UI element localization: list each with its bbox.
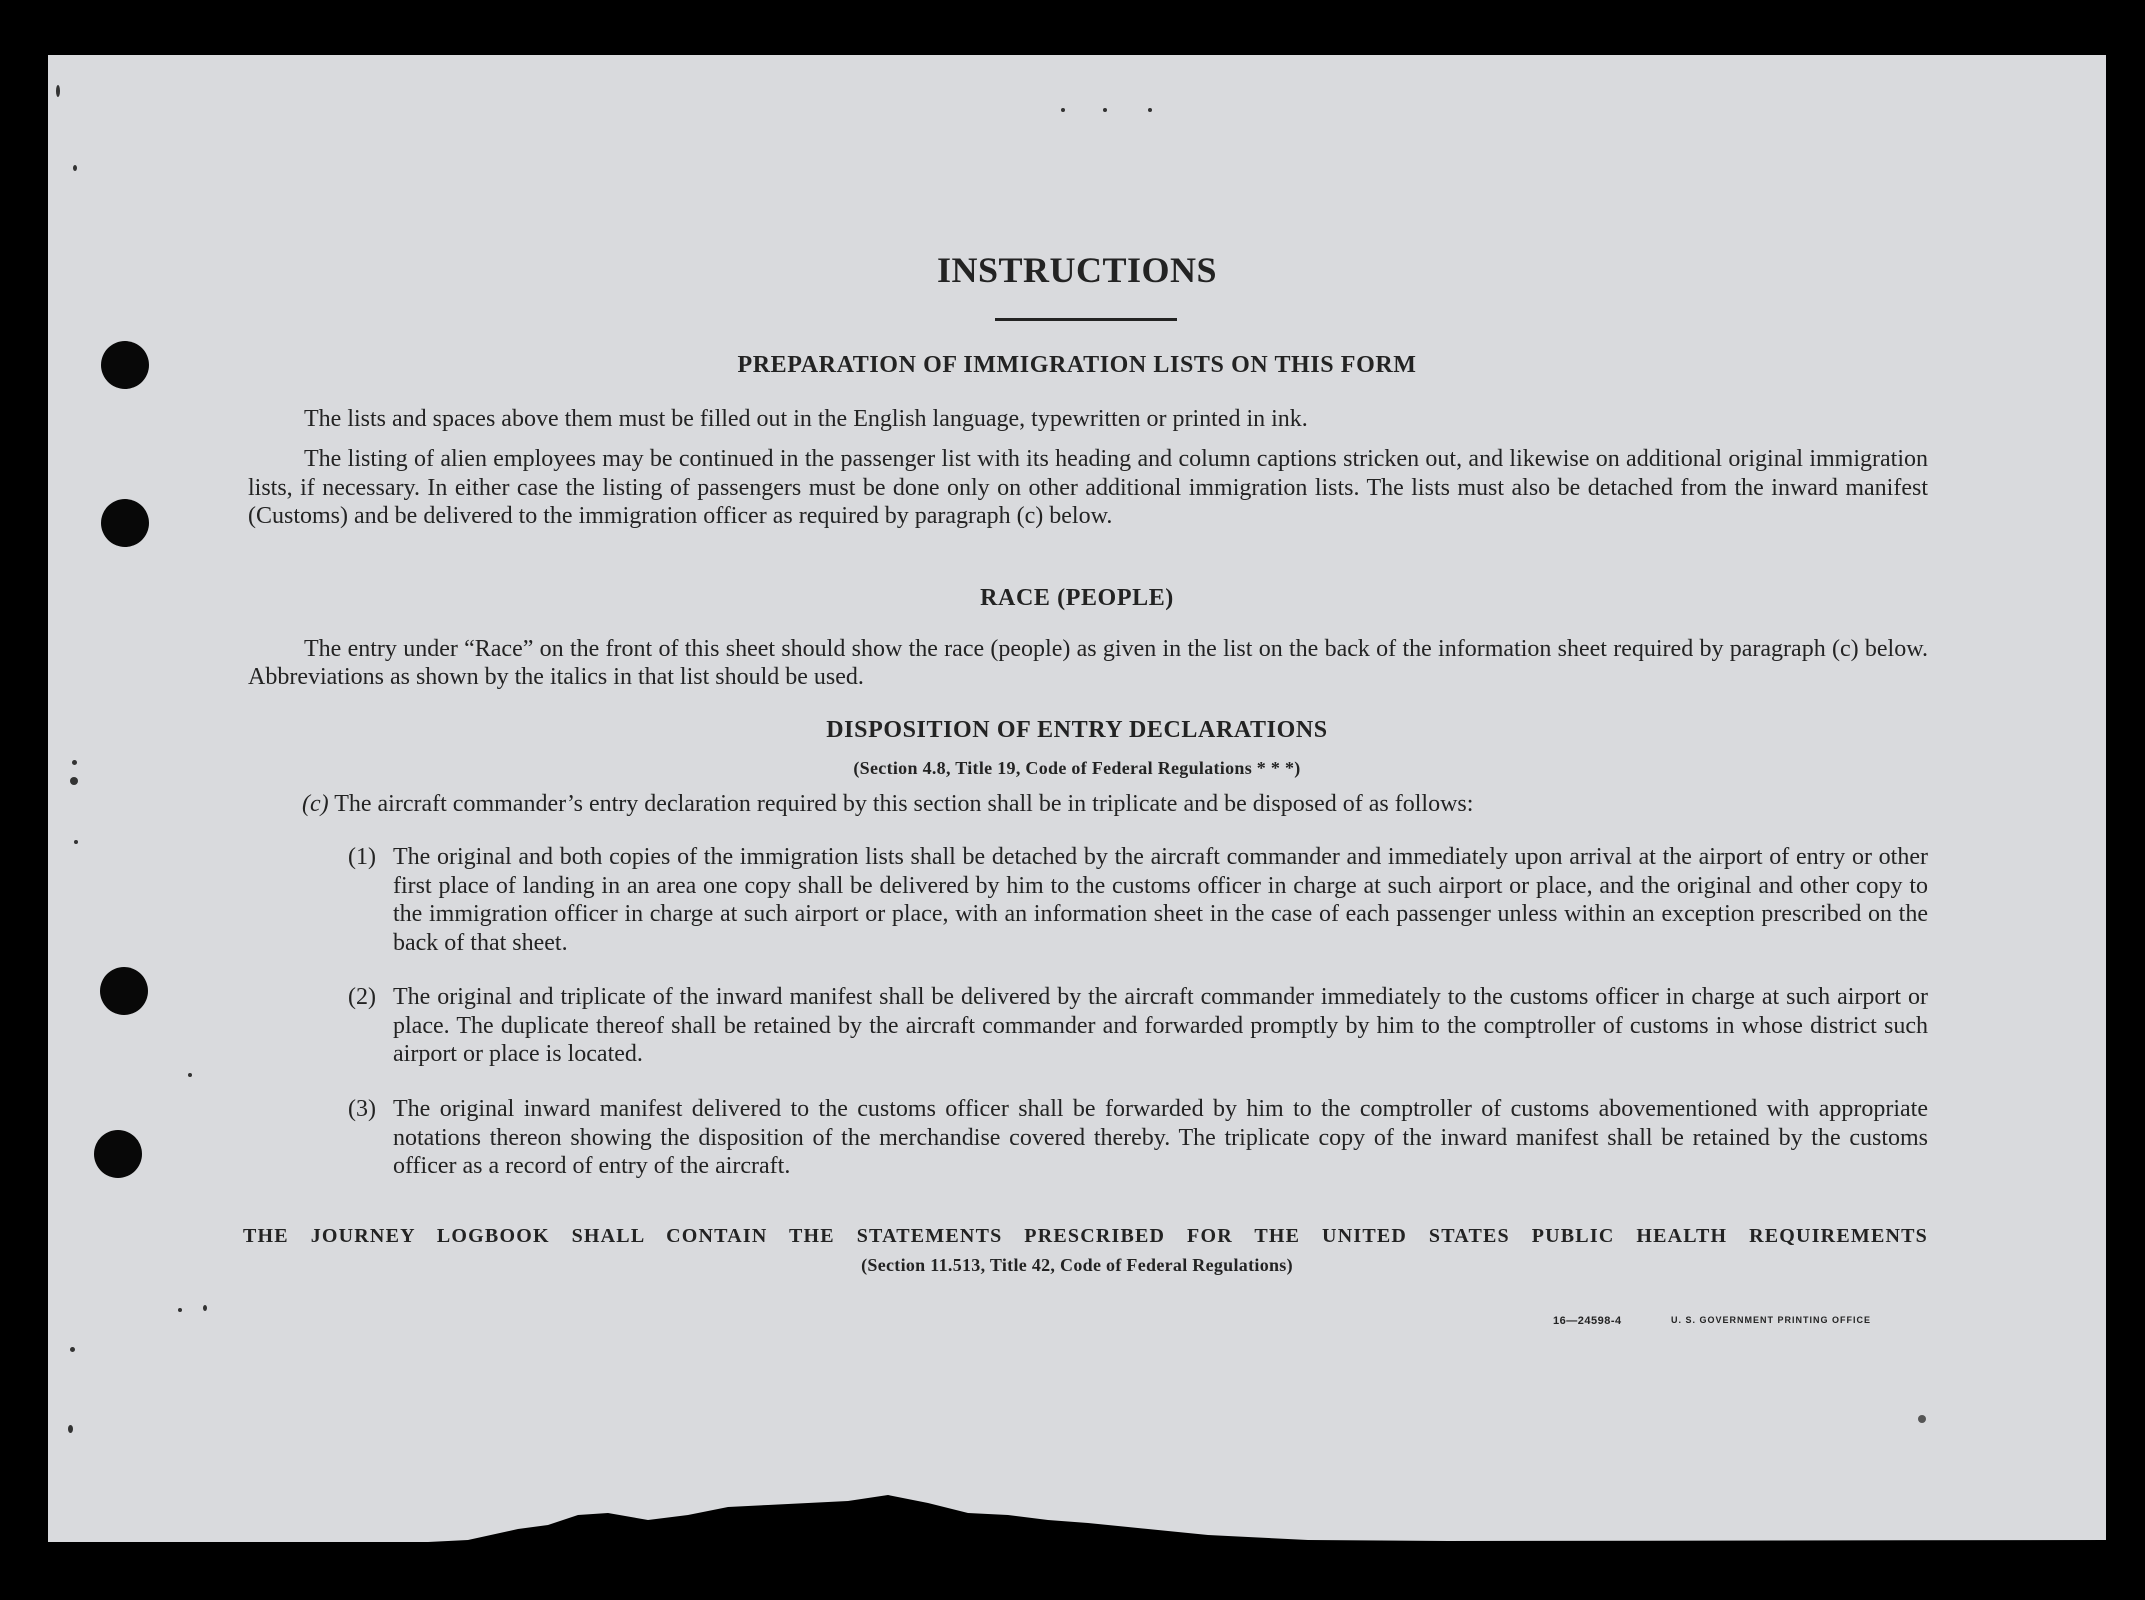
disposition-intro	[302, 790, 1962, 818]
speck	[1103, 108, 1107, 112]
page-title: INSTRUCTIONS	[936, 250, 1218, 290]
item-text: The original and both copies of the immigration lists shall be detached by the aircraft commander and immediately upon arrival at the airport of entry or other first place of landing in an area one copy shall be delivered by him to the customs officer in charge at such airport or place, and the original and other copy to the immigration officer in charge at such airport or place, with an information sheet in the case of each passenger unless within an exception prescribed on the back of that sheet.	[393, 844, 1928, 956]
disposition-reference: (Section 4.8, Title 19, Code of Federal Regulations * * *)	[853, 758, 1301, 778]
punch-hole-3	[100, 967, 148, 1015]
disposition-item-1	[348, 843, 1928, 957]
item-number: (3)	[348, 1096, 376, 1122]
intro-marker: (c)	[302, 791, 329, 817]
speck	[1061, 108, 1065, 112]
punch-hole-2	[101, 499, 149, 547]
item-text: The original and triplicate of the inward manifest shall be delivered by the aircraft commander immediately to the customs officer in charge at such airport or place. The duplicate thereof shall be retained by the aircraft commander and forwarded promptly by him to the comptroller of customs in whose district such airport or place is located.	[393, 984, 1928, 1067]
preparation-heading: PREPARATION OF IMMIGRATION LISTS ON THIS FORM	[737, 352, 1417, 378]
race-paragraph: The entry under “Race” on the front of this sheet should show the race (people) as given in the list on the back of the information sheet required by paragraph (c) below. Abbreviations as shown by the italics in that list should be used.	[248, 636, 1928, 690]
speck	[188, 1073, 192, 1077]
preparation-paragraph-2: The listing of alien employees may be continued in the passenger list with its heading and column captions stricken out, and likewise on additional original immigration lists, if necessary. In either case the listing of passengers must be done only on other additional immigration lists. The lists must also be detached from the inward manifest (Customs) and be delivered to the immigration officer as required by paragraph (c) below.	[248, 446, 1928, 529]
speck	[74, 840, 78, 844]
form-number: 16—24598-4	[1553, 1315, 1622, 1327]
item-text: The original inward manifest delivered to the customs officer shall be forwarded by him to the comptroller of customs abovementioned with appropriate notations thereon showing the disposition of the merchandise covered thereby. The triplicate copy of the inward manifest shall be retained by the customs officer as a record of entry of the aircraft.	[393, 1096, 1928, 1179]
race-heading: RACE (PEOPLE)	[980, 585, 1174, 611]
speck	[203, 1305, 207, 1311]
disposition-item-2	[348, 983, 1928, 1069]
preparation-paragraph-1: The lists and spaces above them must be filled out in the English language, typewritten or printed in ink.	[304, 406, 1308, 432]
speck	[56, 85, 60, 97]
speck	[68, 1425, 73, 1433]
item-number: (2)	[348, 984, 376, 1010]
printer-imprint: U. S. GOVERNMENT PRINTING OFFICE	[1671, 1315, 1872, 1325]
speck	[1148, 108, 1152, 112]
speck	[178, 1308, 182, 1312]
disposition-item-3	[348, 1095, 1928, 1181]
speck	[1918, 1415, 1926, 1423]
intro-text: The aircraft commander’s entry declaration required by this section shall be in triplicate and be disposed of as follows:	[334, 791, 1474, 817]
speck	[70, 1347, 75, 1352]
logbook-statement: THE JOURNEY LOGBOOK SHALL CONTAIN THE STATEMENTS PRESCRIBED FOR THE UNITED STATES PUBLIC HEALTH REQUIREMENTS	[243, 1225, 1928, 1247]
torn-edge	[48, 1485, 2106, 1545]
logbook-reference: (Section 11.513, Title 42, Code of Federal Regulations)	[861, 1255, 1293, 1275]
document-sheet	[48, 55, 2106, 1545]
speck	[73, 165, 77, 171]
disposition-heading: DISPOSITION OF ENTRY DECLARATIONS	[826, 717, 1328, 743]
punch-hole-4	[94, 1130, 142, 1178]
title-underline	[995, 318, 1177, 321]
item-number: (1)	[348, 844, 376, 870]
